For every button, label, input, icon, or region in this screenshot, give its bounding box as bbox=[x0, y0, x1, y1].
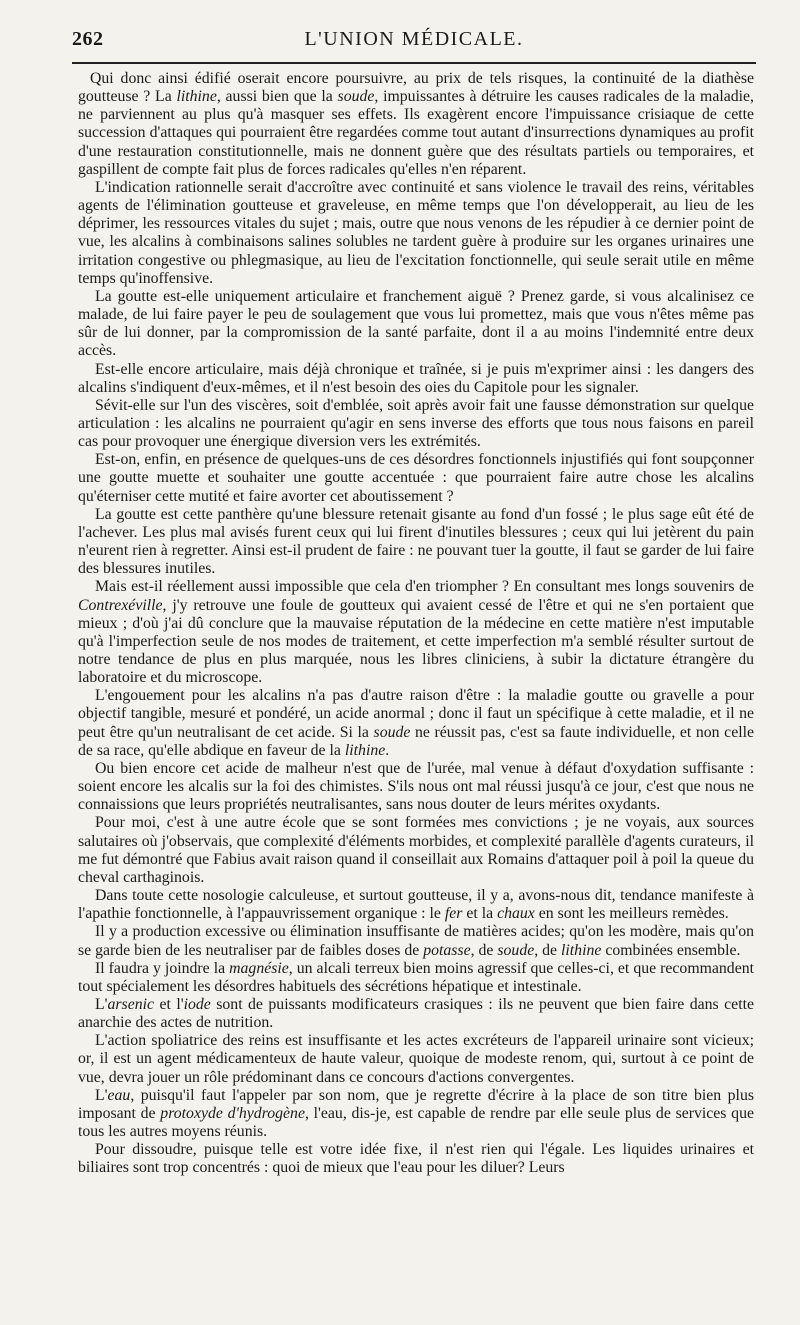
italic-term: soude bbox=[373, 723, 411, 741]
italic-term: soude bbox=[497, 941, 535, 959]
paragraph bbox=[78, 1141, 754, 1177]
text-run: La goutte est-elle uniquement articulaire et franchement aiguë ? Prenez garde, si vous alcalinisez ce malade, de lui faire payer le peu de soulagement que vous lui promettez, mais que vous n'êtes même pas sûr de lui donner, par la compromission de la santé parfaite, dont il a au moins l'indemnité entre deux accès. bbox=[78, 287, 754, 360]
text-run: L'indication rationnelle serait d'accroître avec continuité et sans violence le travail des reins, véritables agents de l'élimination goutteuse et graveleuse, en même temps que l'on développerait, au lieu de les déprimer, les ressources vitales du sujet ; mais, outre que nous venons de les répudier à ce dernier point de vue, les alcalins à combinaisons salines solubles ne tardent guère à produire sur les organes urinaires une irritation congestive ou phlegmasique, au lieu de l'excitation fonctionnelle, qui seule serait utile en même temps qu'inoffensive. bbox=[78, 178, 754, 287]
text-run: , de bbox=[534, 941, 561, 959]
text-run: L'action spoliatrice des reins est insuffisante et les actes excréteurs de l'appareil urinaire sont vicieux; or, il est un agent médicamenteux de haute valeur, quoique de modeste renom, qui, surtout à ce point de vue, devra jouer un rôle prédominant dans ce concours d'actions convergentes. bbox=[78, 1032, 754, 1086]
paragraph bbox=[78, 70, 754, 179]
text-run: , de bbox=[470, 941, 498, 959]
paragraph bbox=[78, 506, 754, 579]
text-run: , l'eau, dis-je, est capable de rendre par elle seule plus de services que tous les autres moyens réunis. bbox=[78, 1104, 754, 1141]
italic-term: fer bbox=[444, 905, 463, 923]
italic-term: lithine bbox=[561, 941, 602, 959]
paragraph bbox=[78, 451, 754, 505]
text-run: L'engouement pour les alcalins n'a pas d'autre raison d'être : la maladie goutte ou gravelle a pour objectif tangible, mesuré et pondéré, un acide anormal ; donc il faut un spécifique à cette maladie, et il ne peut être qu'un neutralisant de cet acide. Si la bbox=[78, 687, 754, 741]
italic-term: eau bbox=[107, 1086, 131, 1104]
text-run: Sévit-elle sur l'un des viscères, soit d'emblée, soit après avoir fait une fausse démonstration sur quelque articulation : les alcalins ne pourraient qu'agir en sens inverse des efforts que tous nous faisons en pareil cas pour provoquer une énergique diversion vers les extrémités. bbox=[78, 396, 754, 451]
text-run: Il y a production excessive ou élimination insuffisante de matières acides; qu'on les modère, mais qu'on se garde bien de les neutraliser par de faibles doses de bbox=[78, 923, 754, 959]
italic-term: iode bbox=[183, 995, 211, 1013]
italic-term: Contrexéville bbox=[78, 596, 163, 614]
text-run: et la bbox=[462, 905, 498, 923]
text-run: et l' bbox=[154, 995, 184, 1013]
text-run: , aussi bien que la bbox=[216, 88, 338, 106]
paragraph bbox=[78, 960, 754, 996]
paragraph bbox=[78, 1032, 754, 1086]
text-run: Dans toute cette nosologie calculeuse, et surtout goutteuse, il y a, avons-nous dit, tendance manifeste à l'apathie fonctionnelle, à l'appauvrissement organique : le bbox=[78, 887, 754, 923]
text-run: combinées ensemble. bbox=[601, 941, 741, 959]
header-rule bbox=[72, 62, 756, 64]
paragraph bbox=[78, 996, 754, 1032]
text-run: sont de puissants modificateurs crasiques : ils ne peuvent que bien faire dans cette anarchie des actes de nutrition. bbox=[78, 995, 754, 1032]
article-body bbox=[78, 70, 754, 1178]
text-run: . bbox=[385, 741, 390, 759]
paragraph bbox=[78, 687, 754, 760]
paragraph bbox=[78, 923, 754, 959]
italic-term: lithine bbox=[176, 88, 217, 106]
text-run: Pour dissoudre, puisque telle est votre idée fixe, il n'est rien qui l'égale. Les liquides urinaires et biliaires sont trop concentrés : quoi de mieux que l'eau pour les diluer? Leurs bbox=[78, 1141, 754, 1177]
paragraph bbox=[78, 1087, 754, 1141]
text-run: , puisqu'il faut l'appeler par son nom, que je regrette d'écrire à la place de son titre bien plus imposant de bbox=[78, 1086, 754, 1122]
italic-term: protoxyde d'hydrogène bbox=[160, 1104, 305, 1122]
text-run: ne réussit pas, c'est sa faute individuelle, et non celle de sa race, qu'elle abdique en faveur de la bbox=[78, 723, 754, 759]
italic-term: arsenic bbox=[107, 995, 155, 1013]
text-run: , un alcali terreux bien moins agressif que celles-ci, et que recommandent tout spécialement les désordres habituels des sécrétions hépatique et intestinale. bbox=[78, 959, 755, 995]
text-run: , impuissantes à détruire les causes radicales de la maladie, ne parviennent au plus qu'à masquer ses effets. Ils exagèrent encore l'impuissance crisiaque de cette succession d'attaques qui pourraient être regardées comme tout autant d'insurrections dynamiques au profit d'une restauration constitutionnelle, mais ne donnent guère que des résultats partiels ou temporaires, et gaspillent de compte fait plus de forces radicales qu'elles n'en réparent. bbox=[78, 88, 755, 178]
text-run: La goutte est cette panthère qu'une blessure retenait gisante au fond d'un fossé ; le plus sage eût été de l'achever. Les plus mal avisés furent ceux qui lui firent d'inutiles blessures ; ceux qui lui jetèrent du pain n'eurent rien à regretter. Ainsi est-il prudent de faire : ne pouvant tuer la goutte, il faut se garder de lui faire des blessures inutiles. bbox=[78, 505, 754, 578]
paragraph bbox=[78, 361, 754, 397]
text-run: Est-on, enfin, en présence de quelques-uns de ces désordres fonctionnels injustifiés qui font soupçonner une goutte muette et souhaiter une goutte accentuée : que pourraient faire autre chose les alcalins qu'éterniser cette mutité et faire avorter cet aboutissement ? bbox=[78, 451, 754, 505]
paragraph bbox=[78, 397, 754, 451]
italic-term: soude bbox=[337, 88, 375, 106]
italic-term: chaux bbox=[497, 905, 535, 923]
text-run: Est-elle encore articulaire, mais déjà chronique et traînée, si je puis m'exprimer ainsi : les dangers des alcalins s'indiquent d'eux-mêmes, et il n'est besoin des oies du Capitole pour les signaler. bbox=[78, 360, 754, 396]
page-number: 262 bbox=[72, 28, 104, 50]
text-run: Pour moi, c'est à une autre école que se sont formées mes convictions ; je ne voyais, aux sources salutaires où j'observais, que complexité d'éléments morbides, et complexité parallèle d'agents curateurs, il me fut démontré que Fabius avait raison quand il conseillait aux Romains d'attaquer poil à poil la queue du cheval carthaginois. bbox=[78, 814, 754, 886]
page-header bbox=[72, 22, 756, 62]
italic-term: magnésie bbox=[229, 959, 289, 977]
text-run: , j'y retrouve une foule de goutteux qui avaient cessé de l'être et qui ne s'en portaient que mieux ; d'où j'ai dû conclure que la mauvaise réputation de la médecine en cette matière n'est imputable qu'à l'imperfection seule de nos modes de traitement, et cette imperfection m'a semblé résulter surtout de notre tendance de plus en plus marquée, nous les libres cliniciens, à subir la dictature étrangère du laboratoire et du microscope. bbox=[78, 596, 754, 687]
paragraph bbox=[78, 288, 754, 361]
text-run: L' bbox=[95, 995, 108, 1013]
text-run: Ou bien encore cet acide de malheur n'est que de l'urée, mal venue à défaut d'oxydation suffisante : soient encore les alcalis sur la foi des chimistes. S'ils nous ont mal réussi jusqu'à ce jour, c'est que nous ne connaissions que leurs propriétés neutralisantes, sans nous douter de leurs mérites oxydants. bbox=[78, 759, 754, 814]
paragraph bbox=[78, 760, 754, 814]
text-run: Qui donc ainsi édifié oserait encore poursuivre, au prix de tels risques, la continuité de la diathèse goutteuse ? La bbox=[78, 70, 754, 106]
text-run: en sont les meilleurs remèdes. bbox=[534, 905, 729, 923]
paragraph bbox=[78, 179, 754, 288]
text-run: Il faudra y joindre la bbox=[95, 959, 230, 977]
italic-term: lithine bbox=[344, 741, 386, 759]
paragraph bbox=[78, 814, 754, 887]
text-run: L' bbox=[95, 1086, 108, 1104]
italic-term: potasse bbox=[423, 941, 471, 959]
paragraph bbox=[78, 578, 754, 687]
running-head: L'UNION MÉDICALE. bbox=[304, 28, 524, 50]
text-run: Mais est-il réellement aussi impossible que cela d'en triompher ? En consultant mes longs souvenirs de bbox=[95, 578, 754, 596]
paragraph bbox=[78, 887, 754, 923]
